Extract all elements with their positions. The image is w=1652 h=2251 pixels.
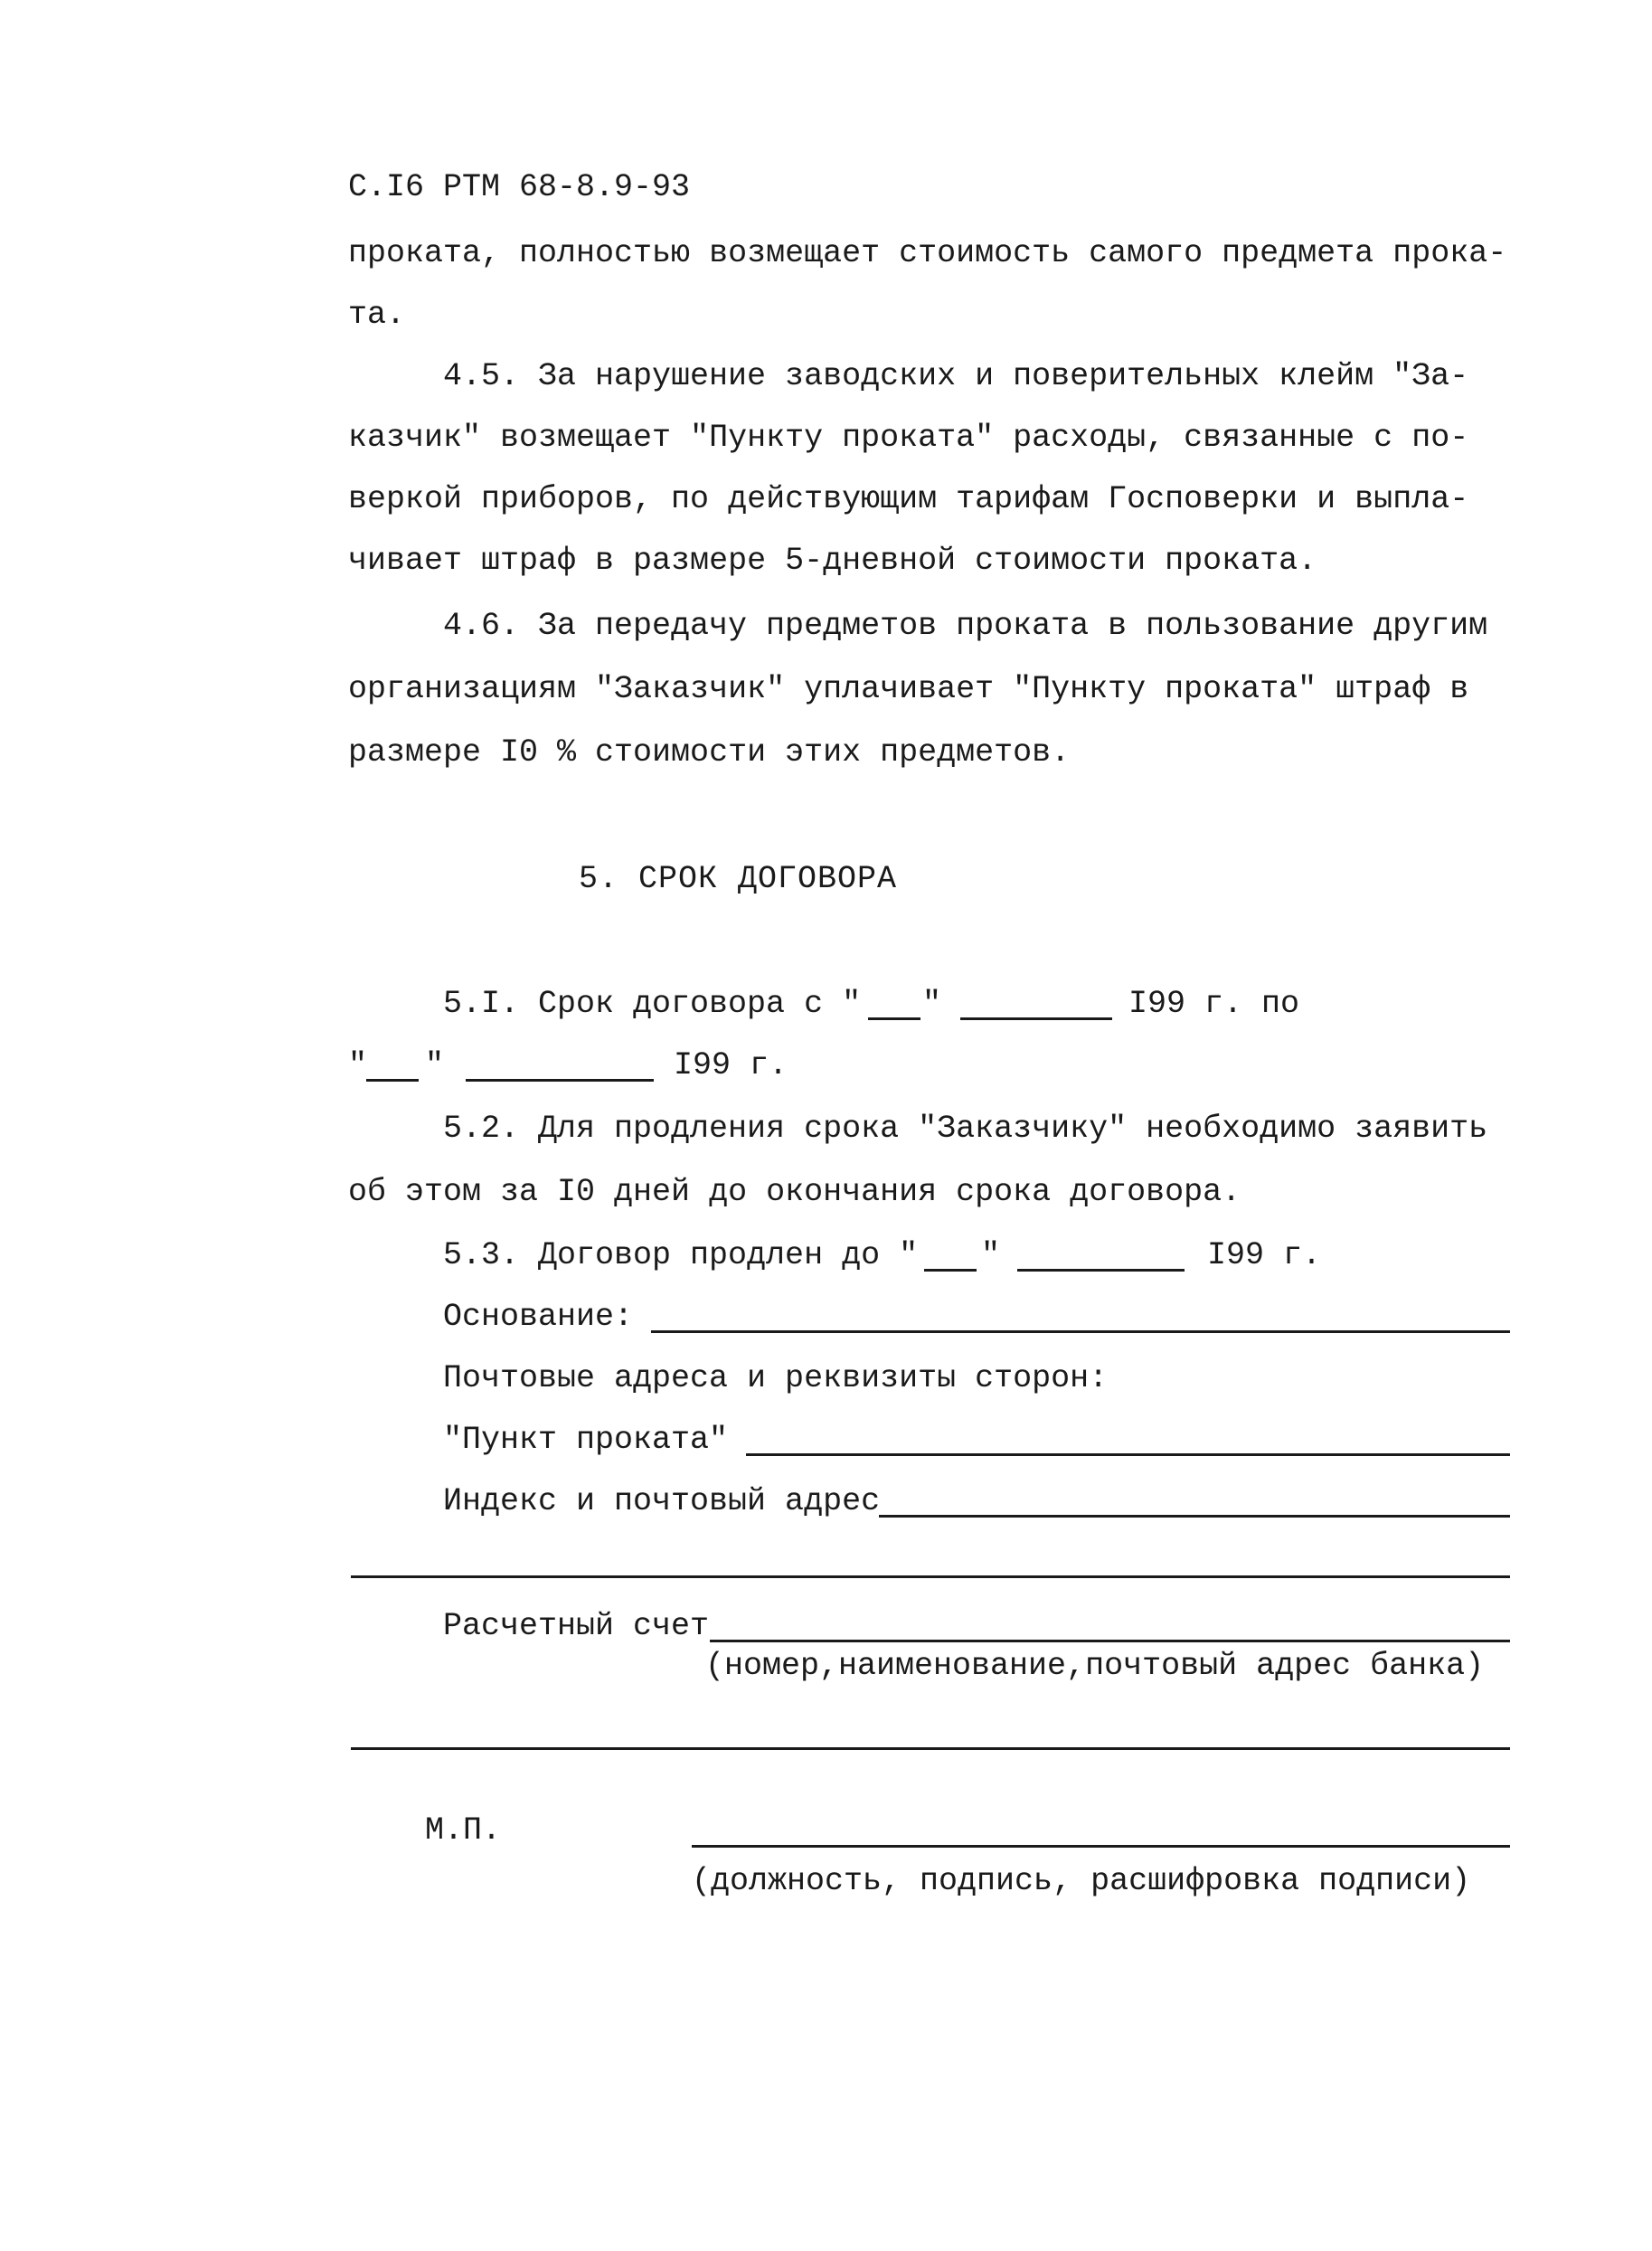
quote-mark: " [981,1237,1001,1273]
signature-field[interactable] [692,1845,1510,1848]
text-line [0,224,1652,282]
clause-4-5-line [0,409,1652,467]
paragraph-text: I99 г. [674,1047,788,1083]
text-line [0,286,1652,344]
basis-field[interactable] [651,1330,1510,1333]
rental-point-field[interactable] [746,1453,1510,1456]
clause-5-2-line [0,1100,1652,1158]
clause-5-1-line [0,1036,1652,1094]
paragraph-text: I99 г. по [1128,986,1300,1022]
month-blank [466,1079,654,1082]
basis-line [0,1288,1652,1346]
paragraph-text: размере I0 % стоимости этих предметов. [348,734,1071,771]
clause-5-3-line [0,1226,1652,1284]
paragraph-text: проката, полностью возмещает стоимость самого предмета прока- [348,235,1507,271]
basis-label: Основание: [443,1299,634,1335]
clause-4-6-line [0,597,1652,655]
rental-point-line [0,1411,1652,1469]
paragraph-text: 5.3. Договор продлен до " [443,1237,919,1273]
seal-label: М.П. [425,1812,502,1849]
address-label: Индекс и почтовый адрес [443,1483,881,1519]
clause-4-6-line [0,724,1652,781]
address-line [0,1472,1652,1530]
page-header [0,158,1652,216]
clause-4-5-line [0,470,1652,528]
clause-4-5-line [0,532,1652,590]
paragraph-text: веркой приборов, по действующим тарифам Госповерки и выпла- [348,481,1469,517]
paragraph-text: 4.6. За передачу предметов проката в пользование другим [443,608,1488,644]
paragraph-text: 5.I. Срок договора с " [443,986,862,1022]
paragraph-text: казчик" возмещает "Пункту проката" расходы, связанные с по- [348,420,1469,456]
day-blank [868,1017,920,1020]
day-blank [924,1269,977,1272]
paragraph-text: об этом за I0 дней до окончания срока договора. [348,1174,1241,1210]
clause-4-5-line [0,347,1652,405]
quote-mark: " [348,1047,368,1083]
quote-mark: " [922,986,942,1022]
paragraph-text: 4.5. За нарушение заводских и поверительных клейм "За- [443,358,1469,394]
paragraph-text: та. [348,297,406,333]
clause-5-1-line [0,975,1652,1033]
address-field[interactable] [879,1515,1510,1518]
account-label: Расчетный счет [443,1608,710,1644]
account-field[interactable] [710,1640,1510,1642]
day-blank [366,1079,419,1082]
account-continuation-field[interactable] [351,1747,1510,1750]
requisites-line [0,1349,1652,1407]
account-caption: (номер,наименование,почтовый адрес банка) [705,1648,1485,1684]
month-blank [1017,1269,1185,1272]
paragraph-text: I99 г. [1207,1237,1322,1273]
address-continuation-field[interactable] [351,1575,1510,1578]
section-title: 5. СРОК ДОГОВОРА [579,861,898,897]
section-heading [0,850,1652,908]
paragraph-text: чивает штраф в размере 5-дневной стоимости проката. [348,543,1317,579]
seal-line [0,1802,1652,1859]
quote-mark: " [425,1047,445,1083]
clause-4-6-line [0,660,1652,718]
month-blank [960,1017,1112,1020]
rental-point-label: "Пункт проката" [443,1422,729,1458]
signature-caption: (должность, подпись, расшифровка подписи) [692,1863,1471,1899]
account-line [0,1597,1652,1655]
page-reference: С.I6 РТМ 68-8.9-93 [348,169,691,205]
requisites-label: Почтовые адреса и реквизиты сторон: [443,1360,1109,1396]
paragraph-text: 5.2. Для продления срока "Заказчику" необходимо заявить [443,1111,1488,1147]
paragraph-text: организациям "Заказчик" уплачивает "Пункту проката" штраф в [348,671,1469,707]
clause-5-2-line [0,1163,1652,1221]
